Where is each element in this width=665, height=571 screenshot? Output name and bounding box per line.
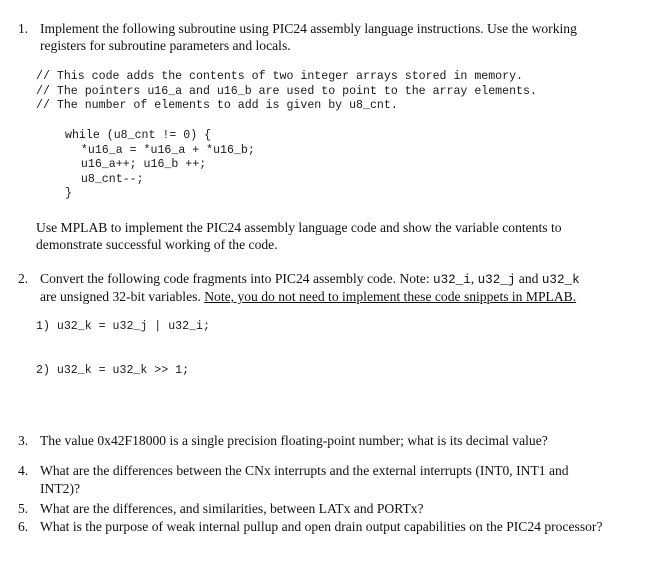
q2-line1: [40, 270, 580, 289]
q2-snippet-2: 2) u32_k = u32_k >> 1;: [36, 364, 190, 377]
q3-number: 3.: [18, 433, 29, 448]
q4-line2: INT2)?: [40, 481, 81, 496]
code-comment: // The number of elements to add is given by u8_cnt.: [36, 99, 398, 112]
q2-and: and: [515, 271, 542, 286]
q2-note: Note, you do not need to implement these code snippets in MPLAB.: [204, 289, 577, 304]
q5-number: 5.: [18, 501, 29, 516]
q2-line2: [40, 288, 576, 305]
q6-number: 6.: [18, 519, 29, 534]
q2-separator: ,: [470, 271, 478, 286]
q2-text: Convert the following code fragments into PIC24 assembly code. Note:: [40, 271, 434, 286]
q1-code-block: [65, 129, 255, 202]
q4-line1: What are the differences between the CNx interrupts and the external interrupts (INT0, INT1 and: [40, 463, 569, 478]
q1-number: 1.: [18, 21, 29, 36]
code-comment: // This code adds the contents of two integer arrays stored in memory.: [36, 70, 524, 83]
code-line: }: [65, 187, 72, 200]
code-line: u16_a++; u16_b ++;: [67, 158, 207, 171]
q2-number: 2.: [18, 271, 29, 286]
var-u32-i: u32_i: [433, 273, 471, 287]
q6-text: What is the purpose of weak internal pullup and open drain output capabilities on the PIC24 processor?: [40, 519, 603, 534]
var-u32-j: u32_j: [477, 273, 516, 287]
q1-line2: registers for subroutine parameters and locals.: [40, 38, 291, 53]
q1-after-line1: Use MPLAB to implement the PIC24 assembly language code and show the variable contents to: [36, 220, 562, 235]
var-u32-k: u32_k: [541, 273, 580, 287]
q5-text: What are the differences, and similarities, between LATx and PORTx?: [40, 501, 424, 516]
q1-line1: Implement the following subroutine using PIC24 assembly language instructions. Use the working: [40, 21, 577, 36]
q3-text: The value 0x42F18000 is a single precision floating-point number; what is its decimal value?: [40, 433, 548, 448]
code-line: while (u8_cnt != 0) {: [65, 129, 212, 142]
code-line: *u16_a = *u16_a + *u16_b;: [67, 143, 255, 157]
q1-after-line2: demonstrate successful working of the code.: [36, 237, 278, 252]
q4-number: 4.: [18, 463, 29, 478]
q2-line2-text: are unsigned 32-bit variables.: [40, 289, 205, 304]
q2-snippet-1: 1) u32_k = u32_j | u32_i;: [36, 320, 210, 333]
code-line: u8_cnt--;: [67, 172, 144, 186]
q1-comment-block: [36, 70, 537, 114]
code-comment: // The pointers u16_a and u16_b are used to point to the array elements.: [36, 84, 537, 98]
